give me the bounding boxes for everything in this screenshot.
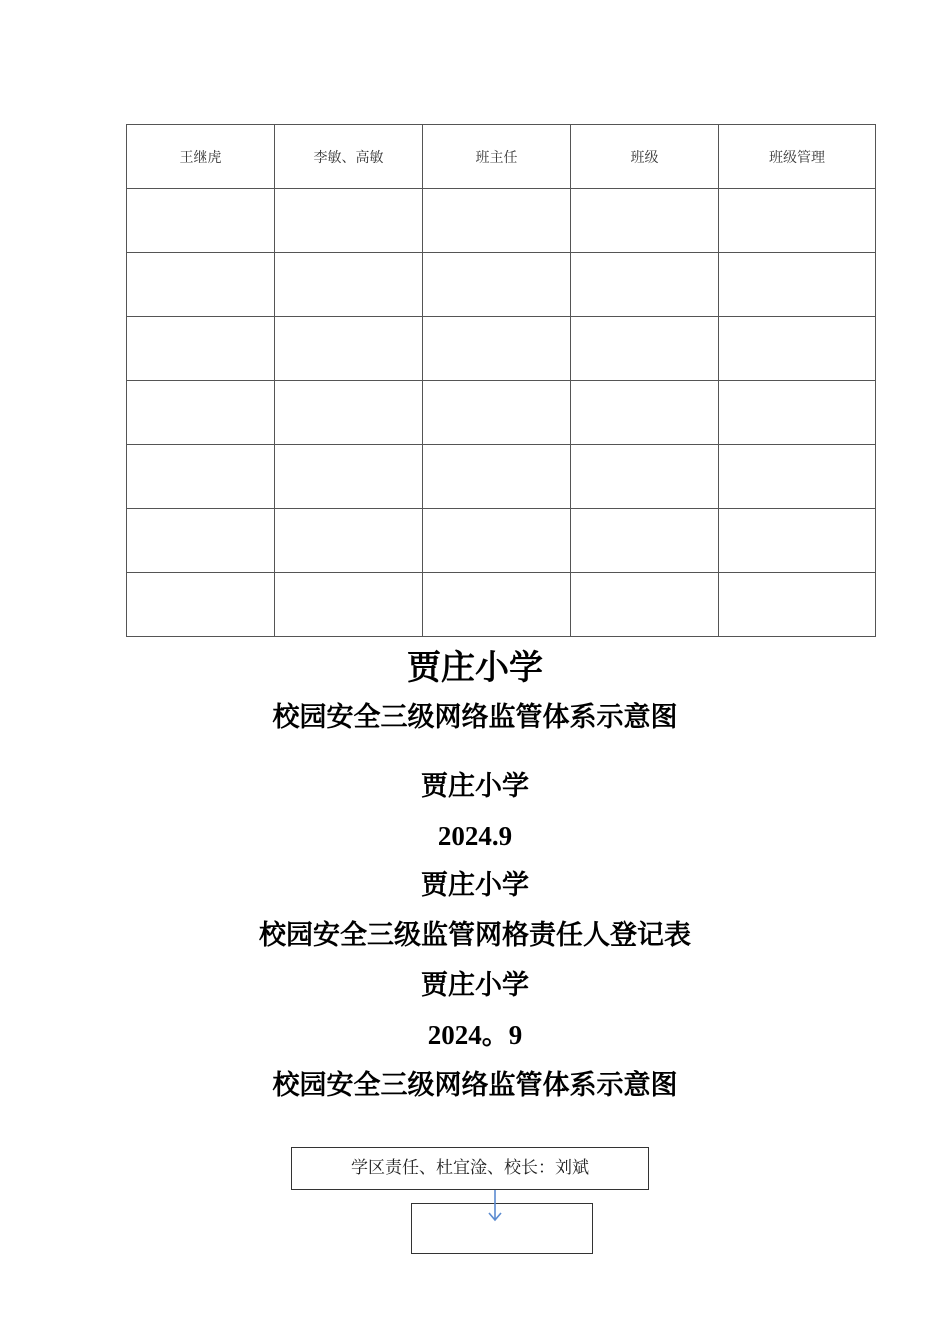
- table-cell: [719, 189, 876, 253]
- table-row: [127, 509, 876, 573]
- table-cell: [571, 317, 719, 381]
- table-cell: [571, 573, 719, 637]
- table-cell: 李敏、高敏: [275, 125, 423, 189]
- date-heading: 2024。9: [427, 1020, 523, 1050]
- table-cell: [127, 509, 275, 573]
- table-cell: [571, 189, 719, 253]
- register-title: 校园安全三级监管网格责任人登记表: [259, 920, 691, 951]
- table-cell: [275, 381, 423, 445]
- table-cell: [423, 381, 571, 445]
- table-cell: [127, 253, 275, 317]
- table-cell: [719, 445, 876, 509]
- school-name-heading: 贾庄小学: [421, 970, 529, 1001]
- table-cell: [127, 445, 275, 509]
- table-cell: [127, 381, 275, 445]
- table-cell: 王继虎: [127, 125, 275, 189]
- table-cell: [571, 253, 719, 317]
- org-chart-top-box: 学区责任、杜宜淦、校长：刘斌: [291, 1147, 649, 1190]
- table-cell: [275, 573, 423, 637]
- table-cell: [719, 573, 876, 637]
- table-cell: [423, 509, 571, 573]
- table-cell: [571, 381, 719, 445]
- school-name-heading: 贾庄小学: [421, 870, 529, 901]
- table-cell: [423, 317, 571, 381]
- school-name-heading: 贾庄小学: [421, 771, 529, 802]
- table-cell: [571, 445, 719, 509]
- table-cell: 班级管理: [719, 125, 876, 189]
- table-cell: [423, 189, 571, 253]
- table-row: [127, 445, 876, 509]
- table-cell: [275, 509, 423, 573]
- table-cell: 班级: [571, 125, 719, 189]
- table-row: [127, 253, 876, 317]
- table-cell: [719, 509, 876, 573]
- diagram-title: 校园安全三级网络监管体系示意图: [272, 1070, 678, 1101]
- down-arrow-icon: [485, 1190, 505, 1224]
- responsibility-table: [126, 124, 876, 637]
- table-cell: [275, 189, 423, 253]
- table-row: [127, 189, 876, 253]
- table-cell: [423, 573, 571, 637]
- date-heading: 2024.9: [437, 821, 513, 851]
- table-cell: [719, 317, 876, 381]
- table-cell: [719, 253, 876, 317]
- school-name-heading: 贾庄小学: [407, 648, 543, 688]
- table-cell: [571, 509, 719, 573]
- table-row: [127, 381, 876, 445]
- table-cell: [423, 253, 571, 317]
- table-cell: [127, 317, 275, 381]
- table-cell: [275, 253, 423, 317]
- table-cell: [275, 445, 423, 509]
- table-cell: [127, 189, 275, 253]
- table-row: [127, 317, 876, 381]
- table-header-row: [127, 125, 876, 189]
- table-cell: [275, 317, 423, 381]
- table-cell: [423, 445, 571, 509]
- table-cell: [719, 381, 876, 445]
- table-cell: [127, 573, 275, 637]
- table-cell: 班主任: [423, 125, 571, 189]
- table-row: [127, 573, 876, 637]
- diagram-title: 校园安全三级网络监管体系示意图: [272, 702, 678, 733]
